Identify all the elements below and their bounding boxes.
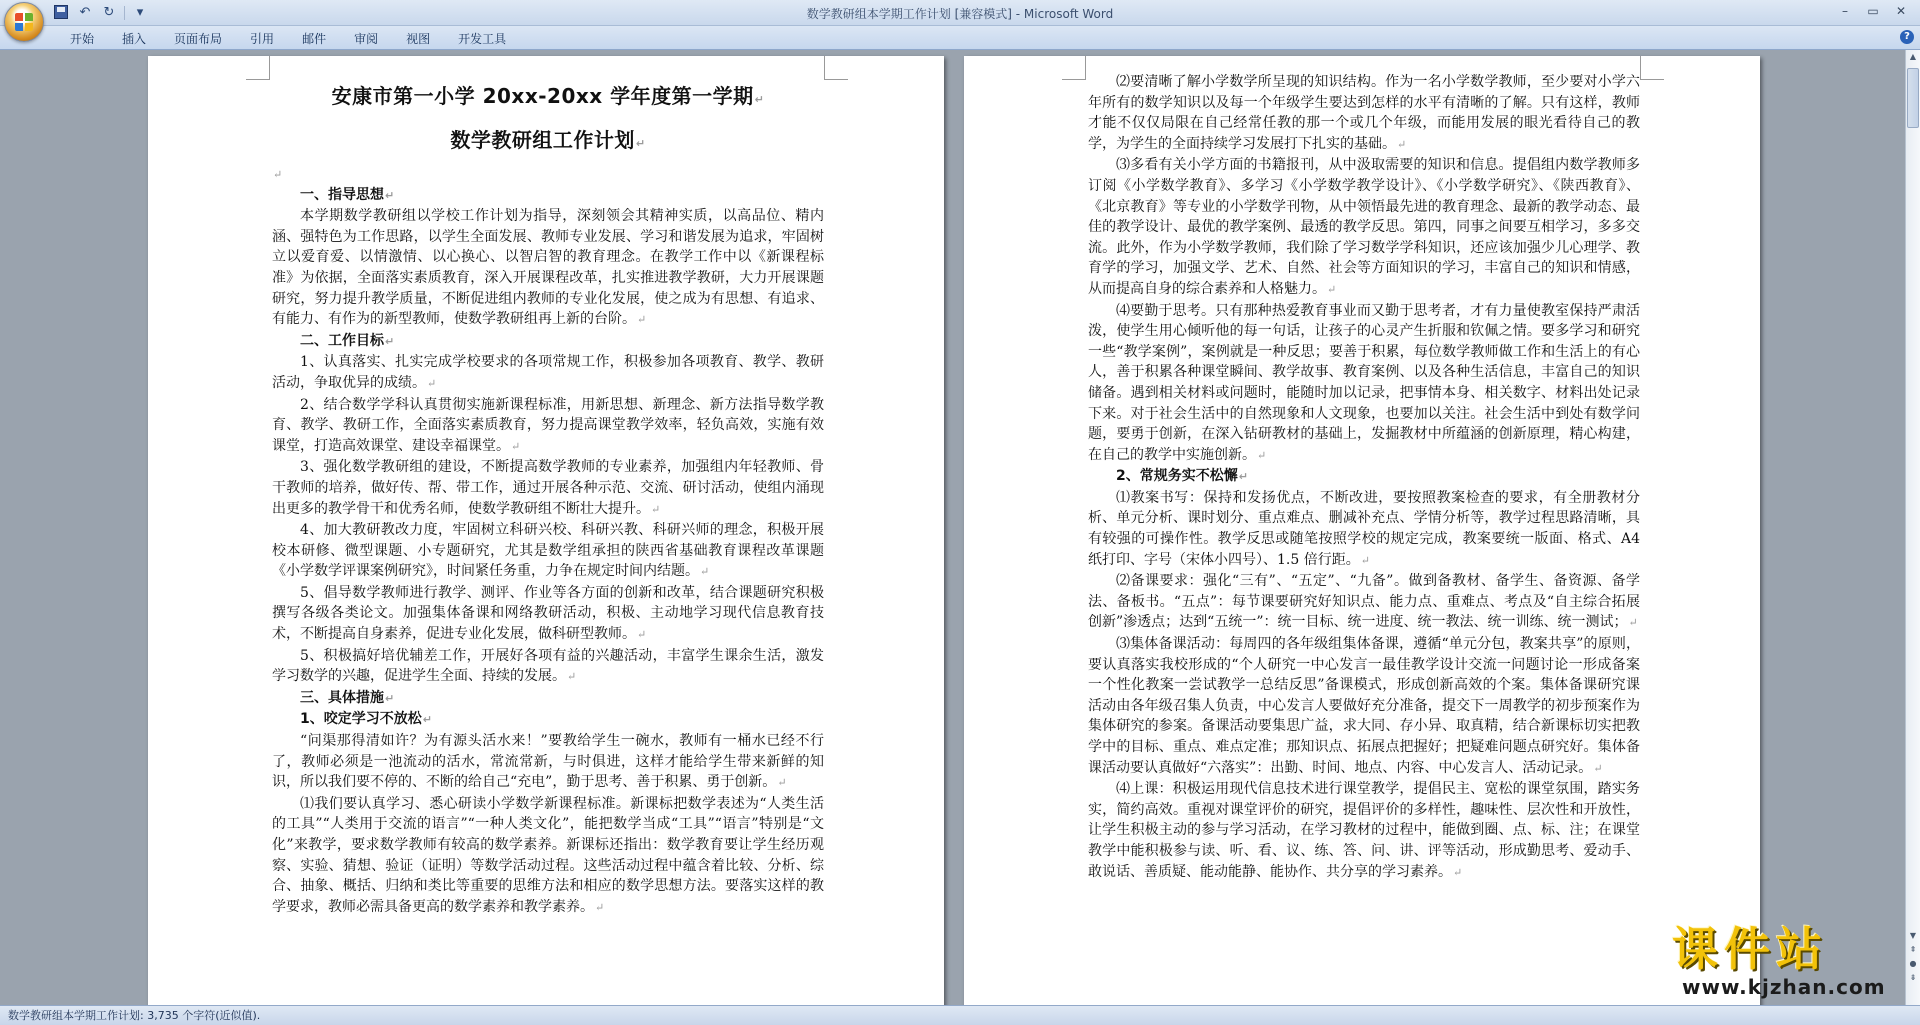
paragraph-text: 2、结合数学学科认真贯彻实施新课程标准，用新思想、新理念、新方法指导数学教育、教学、教研工作，全面落实素质教育，努力提高课堂教学效率，轻负高效，实施有效课堂，打造高效课堂、建设幸福课堂。 <box>272 396 824 454</box>
redo-icon[interactable]: ↻ <box>103 5 115 20</box>
scroll-up-icon[interactable]: ▲ <box>1909 52 1917 61</box>
body-paragraph <box>1088 301 1640 467</box>
ribbon-tabs <box>58 29 522 47</box>
close-icon[interactable]: ✕ <box>1895 4 1907 18</box>
body-paragraph <box>272 395 824 458</box>
empty-paragraph <box>272 164 824 185</box>
body-paragraph <box>1088 155 1640 300</box>
paragraph-text: 4、加大教研教改力度，牢固树立科研兴校、科研兴教、科研兴师的理念，积极开展校本研修、微型课题、小专题研究，尤其是数学组承担的陕西省基础教育课程改革课题《小学数学评课案例研究》，时间紧任务重，力争在规定时间内结题。 <box>272 522 824 580</box>
paragraph-text: 一、指导思想 <box>300 186 384 203</box>
paragraph-text: ⑷上课：积极运用现代信息技术进行课堂教学，提倡民主、宽松的课堂氛围，踏实务实，简约高效。重视对课堂评价的研究，提倡评价的多样性，趣味性、层次性和开放性，让学生积极主动的参与学习活动，在学习教材的过程中，能做到圈、点、标、注；在课堂教学中能积极参与读、听、看、议、练、答、问、讲、评等活动，形成勤思考、爱动手、敢说话、善质疑、能动能静、能协作、共分享的学习素养。 <box>1088 781 1640 880</box>
scroll-thumb[interactable] <box>1907 68 1919 128</box>
paragraph-mark-icon: ↵ <box>273 168 283 181</box>
previous-page-icon[interactable]: ⇞ <box>1909 945 1917 954</box>
paragraph-text: ⑵备课要求：强化“三有”、“五定”、“九备”。做到备教材、备学生、备资源、备学法、备板书。“五点”：每节课要研究好知识点、能力点、重难点、考点及“自主综合拓展创新”渗透点；达到“五统一”：统一目标、统一进度、统一教法、统一训练、统一测试； <box>1088 573 1640 631</box>
paragraph-mark-icon: ↵ <box>1397 137 1407 151</box>
tab-home[interactable]: 开始 <box>70 32 95 46</box>
crop-mark <box>1640 56 1664 80</box>
section-heading <box>272 331 824 353</box>
paragraph-mark-icon: ↵ <box>422 713 432 727</box>
left-page-body <box>272 164 824 918</box>
tab-view[interactable]: 视图 <box>406 32 431 46</box>
scroll-down-icon[interactable]: ▼ <box>1909 931 1917 940</box>
site-watermark-logo <box>1672 922 1904 1002</box>
body-paragraph <box>272 457 824 520</box>
section-heading <box>272 185 824 207</box>
paragraph-mark-icon: ↵ <box>700 565 710 579</box>
body-paragraph <box>272 583 824 646</box>
paragraph-mark-icon: ↵ <box>1238 470 1248 484</box>
paragraph-mark-icon: ↵ <box>1360 553 1370 567</box>
paragraph-text: ⑵要清晰了解小学数学所呈现的知识结构。作为一名小学数学教师，至少要对小学六年所有的数学知识以及每一个年级学生要达到怎样的水平有清晰的了解。只有这样，教师才能不仅仅局限在自己经常任教的那一个或几个年级，而能用发展的眼光看待自己的教学，为学生的全面持续学习发展打下扎实的基础。 <box>1088 74 1640 152</box>
crop-mark <box>246 56 270 80</box>
paragraph-mark-icon: ↵ <box>1593 761 1603 775</box>
tab-references[interactable]: 引用 <box>250 32 275 46</box>
paragraph-mark-icon: ↵ <box>385 334 395 348</box>
window-title: 数学教研组本学期工作计划 [兼容模式] - Microsoft Word <box>806 7 1114 21</box>
right-page-body <box>1088 72 1640 883</box>
paragraph-text: 本学期数学教研组以学校工作计划为指导，深刻领会其精神实质，以高品位、精内涵、强特色为工作思路，以学生全面发展、教师专业发展、学习和谐发展为追求，牢固树立以爱育爱、以情激情、以心换心、以智启智的教育理念。在教学工作中以《新课程标准》为依据，全面落实素质教育，深入开展课程改革，扎实推进教学教研，大力开展课题研究，努力提升教学质量，不断促进组内教师的专业化发展，使之成为有思想、有追求、有能力、有作为的新型教师，使数学教研组再上新的台阶。 <box>272 208 824 328</box>
ribbon-tab-bar <box>0 26 1920 50</box>
body-paragraph <box>272 352 824 394</box>
watermark-url-text: www.kjzhan.com <box>1682 975 1886 999</box>
paragraph-text: 2、常规务实不松懈 <box>1116 468 1238 485</box>
paragraph-mark-icon: ↵ <box>595 900 605 914</box>
document-workspace[interactable] <box>0 50 1905 1005</box>
customize-icon[interactable]: ▾ <box>136 5 144 20</box>
watermark-main-text: 课件站 <box>1672 922 1828 976</box>
paragraph-text: 三、具体措施 <box>300 689 384 706</box>
document-subtitle: 数学教研组工作计划↵ <box>450 128 646 152</box>
next-page-icon[interactable]: ⇟ <box>1909 973 1917 982</box>
section-heading <box>1088 466 1640 488</box>
browse-object-icon[interactable]: ● <box>1909 959 1917 968</box>
paragraph-text: 5、积极搞好培优辅差工作，开展好各项有益的兴趣活动，丰富学生课余生活，激发学习数学的兴趣，促进学生全面、持续的发展。 <box>272 647 824 685</box>
paragraph-text: ⑶集体备课活动：每周四的各年级组集体备课，遵循“单元分包，教案共享”的原则，要认真落实我校形成的“个人研究一中心发言一最佳教学设计交流一问题讨论一形成备案一个性化教案一尝试教学一总结反思”备课模式，形成创新高效的个案。集体备课研究课活动由各年级召集人负责，中心发言人要做好充分准备，提交下一周教学的初步预案作为集体研究的参案。备课活动要集思广益，求大同、存小异、取真精，结合新课标切实把教学中的目标、重点、难点定准；那知识点、拓展点把握好；把疑难问题点研究好。集体备课活动要认真做好“六落实”：出勤、时间、地点、内容、中心发言人、活动记录。 <box>1088 636 1640 776</box>
document-page-right[interactable] <box>964 56 1760 1005</box>
paragraph-mark-icon: ↵ <box>511 439 521 453</box>
section-heading <box>272 688 824 710</box>
tab-insert[interactable]: 插入 <box>122 32 147 46</box>
paragraph-text: 5、倡导数学教师进行教学、测评、作业等各方面的创新和改革，结合课题研究积极撰写各级各类论文。加强集体备课和网络教研活动，积极、主动地学习现代信息教育技术，不断提高自身素养，促进专业化发展，做科研型教师。 <box>272 584 824 643</box>
paragraph-mark-icon: ↵ <box>1327 282 1337 296</box>
tab-review[interactable]: 审阅 <box>354 32 379 46</box>
section-heading <box>272 709 824 731</box>
paragraph-mark-icon: ↵ <box>427 376 437 390</box>
paragraph-text: 1、认真落实、扎实完成学校要求的各项常规工作，积极参加各项教育、教学、教研活动，争取优异的成绩。 <box>272 354 824 391</box>
paragraph-mark-icon: ↵ <box>777 776 787 790</box>
document-page-left[interactable] <box>148 56 944 1005</box>
scroll-nav <box>1906 929 1920 985</box>
body-paragraph <box>272 794 824 919</box>
paragraph-mark-icon: ↵ <box>637 628 647 642</box>
page-content[interactable] <box>272 76 824 918</box>
office-button[interactable] <box>4 2 44 42</box>
tab-developer[interactable]: 开发工具 <box>458 32 507 46</box>
crop-mark <box>824 56 848 80</box>
paragraph-mark-icon: ↵ <box>567 670 577 684</box>
paragraph-mark-icon: ↵ <box>1628 616 1638 630</box>
title-bar <box>0 0 1920 26</box>
help-icon[interactable]: ? <box>1900 30 1914 44</box>
paragraph-text: “问渠那得清如许？为有源头活水来！”要教给学生一碗水，教师有一桶水已经不行了，教师必须是一池流动的活水，常流常新，与时俱进，这样才能给学生带来新鲜的知识，所以我们要不停的、不断的给自己“充电”，勤于思考、善于积累、勇于创新。 <box>272 733 824 791</box>
body-paragraph <box>272 206 824 331</box>
body-paragraph <box>1088 634 1640 779</box>
window-controls <box>1832 2 1914 20</box>
paragraph-text: 3、强化数学教研组的建设，不断提高数学教师的专业素养，加强组内年轻教师、骨干教师的培养，做好传、帮、带工作，通过开展各种示范、交流、研讨活动，使组内涌现出更多的教学骨干和优秀名师，使数学教研组不断壮大提升。 <box>272 459 824 517</box>
paragraph-mark-icon: ↵ <box>385 188 395 202</box>
paragraph-text: 1、咬定学习不放松 <box>300 711 422 728</box>
body-paragraph <box>1088 779 1640 883</box>
paragraph-text: ⑶多看有关小学方面的书籍报刊，从中汲取需要的知识和信息。提倡组内数学教师多订阅《小学数学教育》、多学习《小学数学教学设计》、《小学数学研究》、《陕西教育》、《北京教育》等专业的小学数学刊物，从中领悟最先进的教育理念、最新的教学动态、最佳的教学设计、最优的教学案例、最透的教学反思。第四，同事之间要互相学习，多多交流。此外，作为小学数学教师，我们除了学习数学学科知识，还应该加强少儿心理学、教育学的学习，加强文学、艺术、自然、社会等方面知识的学习，丰富自己的知识和情感，从而提高自身的综合素养和人格魅力。 <box>1088 157 1640 297</box>
office-logo-icon <box>15 13 33 31</box>
maximize-icon[interactable]: ▭ <box>1867 4 1879 18</box>
body-paragraph <box>272 646 824 688</box>
paragraph-mark-icon: ↵ <box>637 313 647 327</box>
paragraph-text: 二、工作目标 <box>300 332 384 349</box>
paragraph-text: ⑴我们要认真学习、悉心研读小学数学新课程标准。新课标把数学表述为“人类生活的工具”“人类用于交流的语言”“一种人类文化”，能把数学当成“工具”“语言”特别是“文化”来教学，要求数学教师有较高的数学素养。新课标还指出：数学教育要让学生经历观察、实验、猜想、验证（证明）等数学活动过程。这些活动过程中蕴含着比较、分析、综合、抽象、概括、归纳和类比等重要的思维方法和相应的数学思想方法。要落实这样的教学要求，教师必需具备更高的数学素养和教学素养。 <box>272 795 824 915</box>
minimize-icon[interactable]: – <box>1842 4 1848 18</box>
crop-mark <box>1062 56 1086 80</box>
undo-icon[interactable]: ↶ <box>79 5 91 20</box>
page-content[interactable] <box>1088 72 1640 883</box>
vertical-scrollbar[interactable] <box>1905 50 1920 1005</box>
body-paragraph <box>272 731 824 794</box>
body-paragraph <box>272 520 824 583</box>
paragraph-text: ⑷要勤于思考。只有那种热爱教育事业而又勤于思考者，才有力量使教室保持严肃活泼，使学生用心倾听他的每一句话，让孩子的心灵产生折服和钦佩之情。要多学习和研究一些“教学案例”，案例就是一种反思；要善于积累，每位数学教师做工作和生活上的有心人，善于积累各种课堂瞬间、教学故事、教育案例、以及各种生活信息，丰富自己的知识储备。遇到相关材料或问题时，能随时加以记录，把事情本身、相关数字、材料出处记录下来。对于社会生活中的自然现象和人文现象，也要加以关注。社会生活中到处有数学问题，要勇于创新，在深入钻研教材的基础上，发掘教材中所蕴涵的创新原理，精心构建，在自己的教学中实施创新。 <box>1088 302 1640 463</box>
tab-page-layout[interactable]: 页面布局 <box>174 32 223 46</box>
paragraph-mark-icon: ↵ <box>1257 448 1267 462</box>
paragraph-mark-icon: ↵ <box>385 691 395 705</box>
body-paragraph <box>1088 488 1640 571</box>
paragraph-mark-icon: ↵ <box>651 502 661 516</box>
paragraph-mark-icon: ↵ <box>1453 865 1463 879</box>
paragraph-text: ⑴教案书写：保持和发扬优点，不断改进，要按照教案检查的要求，有全册教材分析、单元分析、课时划分、重点难点、删减补充点、学情分析等，教学过程思路清晰，具有较强的可操作性。教学反思或随笔按照学校的规定完成，教案要统一版面、格式、A4 纸打印、字号（宋体小四号）、1.5 倍行距。 <box>1088 489 1640 568</box>
tab-mailings[interactable]: 邮件 <box>302 32 327 46</box>
status-bar <box>0 1005 1920 1025</box>
document-title: 安康市第一小学 20xx-20xx 学年度第一学期↵ <box>331 84 765 108</box>
body-paragraph <box>1088 571 1640 634</box>
body-paragraph <box>1088 72 1640 155</box>
status-word-count[interactable]: 数学教研组本学期工作计划: 3,735 个字符(近似值). <box>8 1009 261 1022</box>
